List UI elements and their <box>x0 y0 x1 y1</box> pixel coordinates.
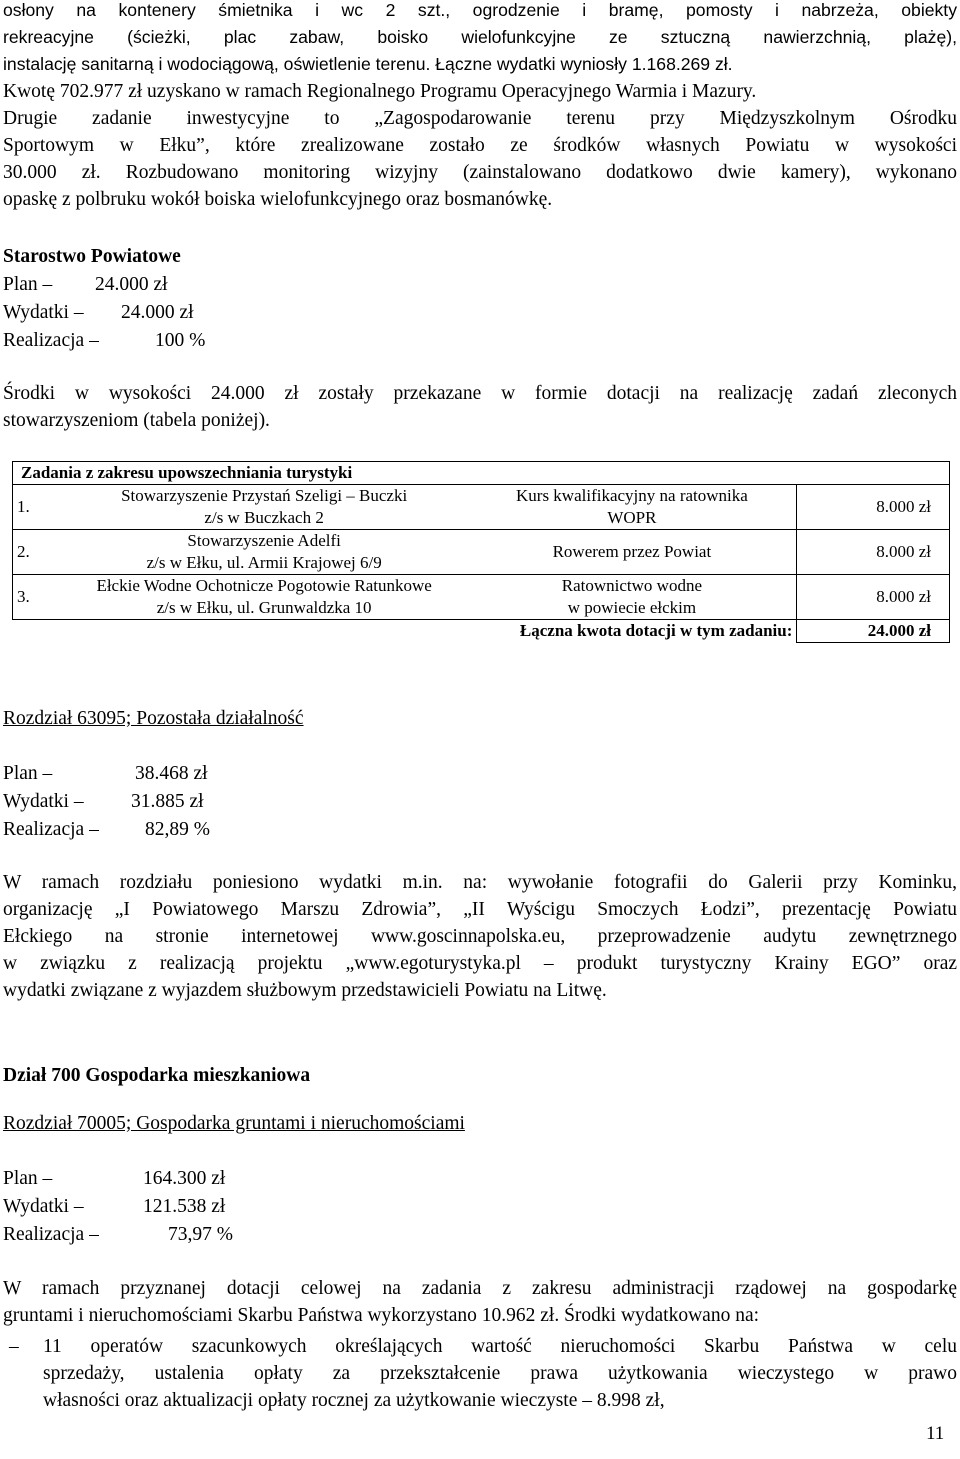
row-number: 2. <box>13 530 61 575</box>
row-amount: 8.000 zł <box>797 530 950 575</box>
note-line: stowarzyszeniom (tabela poniżej). <box>3 410 270 431</box>
description-line: W ramach rozdziału poniesiono wydatki m.in. na: wywołanie fotografii do Galerii przy Kominku, <box>3 872 957 893</box>
table-row <box>13 530 950 575</box>
row-task <box>467 485 796 530</box>
plan-value: 164.300 zł <box>143 1168 226 1189</box>
intro-line: instalację sanitarną i wodociągową, oświetlenie terenu. Łączne wydatki wyniosły 1.168.269 zł. <box>3 54 733 74</box>
plan-label: Plan – <box>3 274 53 295</box>
blank-cell <box>13 620 61 643</box>
section-subheading: Rozdział 70005; Gospodarka gruntami i nieruchomościami <box>3 1113 465 1134</box>
org-name: Stowarzyszenie Przystań Szeligi – Buczki <box>121 486 408 505</box>
description-line: Ełckiego na stronie internetowej www.goscinnapolska.eu, przeprowadzenie audytu zewnętrznego <box>3 926 957 947</box>
description-line: organizację „I Powiatowego Marszu Zdrowia”, „II Wyścigu Smoczych Łodzi”, prezentację Powiatu <box>3 899 957 920</box>
realizacja-row <box>3 816 210 844</box>
description-line: w związku z realizacją projektu „www.egoturystyka.pl – produkt turystyczny Krainy EGO” oraz <box>3 953 957 974</box>
realizacja-value: 73,97 % <box>168 1224 233 1245</box>
table-row <box>13 575 950 620</box>
wydatki-value: 31.885 zł <box>131 791 204 812</box>
intro-line: Sportowym w Ełku”, które zrealizowane zostało ze środków własnych Powiatu w wysokości <box>3 135 957 156</box>
row-task <box>467 575 796 620</box>
dotation-table <box>12 461 950 643</box>
bullet-line: własności oraz aktualizacji opłaty rocznej za użytkowanie wieczyste – 8.998 zł, <box>43 1390 665 1411</box>
task-line: w powiecie ełckim <box>567 598 697 617</box>
rozdzial-63095-heading-block <box>3 705 304 733</box>
bullet-line: 11 operatów szacunkowych określających wartość nieruchomości Skarbu Państwa w celu <box>43 1336 957 1357</box>
wydatki-value: 121.538 zł <box>143 1196 226 1217</box>
rozdzial-63095-values <box>3 760 210 844</box>
section-heading: Starostwo Powiatowe <box>3 246 181 267</box>
rozdzial-63095-description <box>3 869 957 1004</box>
row-organization <box>61 575 468 620</box>
intro-line: rekreacyjne (ścieżki, plac zabaw, boisko wielofunkcyjne ze sztuczną nawierzchnią, plażę), <box>3 27 957 47</box>
row-amount: 8.000 zł <box>797 485 950 530</box>
plan-label: Plan – <box>3 1168 53 1189</box>
row-task: Rowerem przez Powiat <box>467 530 796 575</box>
realizacja-row <box>3 327 205 355</box>
org-name: Ełckie Wodne Ochotnicze Pogotowie Ratunkowe <box>96 576 432 595</box>
org-address: z/s w Ełku, ul. Armii Krajowej 6/9 <box>146 553 382 572</box>
rozdzial-70005-heading-block <box>3 1110 465 1138</box>
bullet-list <box>3 1333 957 1414</box>
starostwo-note <box>3 380 957 434</box>
description-line: W ramach przyznanej dotacji celowej na zadania z zakresu administracji rządowej na gospodarkę <box>3 1278 957 1299</box>
dzial-700-values <box>3 1165 233 1249</box>
row-organization <box>61 485 468 530</box>
table-title: Zadania z zakresu upowszechniania turystyki <box>13 462 950 485</box>
wydatki-row <box>3 299 205 327</box>
page-number: 11 <box>926 1423 945 1444</box>
total-value: 24.000 zł <box>797 620 950 643</box>
intro-line: osłony na kontenery śmietnika i wc 2 szt., ogrodzenie i bramę, pomosty i nabrzeża, obiekty <box>3 0 957 20</box>
task-line: Kurs kwalifikacyjny na ratownika <box>516 486 748 505</box>
wydatki-label: Wydatki – <box>3 791 84 812</box>
bullet-line: sprzedaży, ustalenia opłaty za przekształcenie prawa użytkowania wieczystego w prawo <box>43 1363 957 1384</box>
dzial-700-description <box>3 1275 957 1329</box>
plan-value: 38.468 zł <box>135 763 208 784</box>
table-total-row <box>13 620 950 643</box>
wydatki-row <box>3 1193 233 1221</box>
plan-value: 24.000 zł <box>95 274 168 295</box>
realizacja-value: 100 % <box>155 330 206 351</box>
task-line: Ratownictwo wodne <box>561 576 703 595</box>
realizacja-label: Realizacja – <box>3 330 99 351</box>
dash-bullet: – <box>9 1336 19 1357</box>
description-line: wydatki związane z wyjazdem służbowym przedstawicieli Powiatu na Litwę. <box>3 980 607 1001</box>
intro-paragraph <box>3 0 957 213</box>
task-line: WOPR <box>607 508 657 527</box>
total-label: Łączna kwota dotacji w tym zadaniu: <box>519 621 793 641</box>
intro-line: Drugie zadanie inwestycyjne to „Zagospodarowanie terenu przy Międzyszkolnym Ośrodku <box>3 108 957 129</box>
plan-row <box>3 271 205 299</box>
starostwo-section <box>3 243 205 355</box>
intro-line: Kwotę 702.977 zł uzyskano w ramach Regionalnego Programu Operacyjnego Warmia i Mazury. <box>3 81 757 102</box>
plan-label: Plan – <box>3 763 53 784</box>
note-line: Środki w wysokości 24.000 zł zostały przekazane w formie dotacji na realizację zadań zleconych <box>3 383 957 404</box>
row-organization <box>61 530 468 575</box>
section-heading: Dział 700 Gospodarka mieszkaniowa <box>3 1065 311 1086</box>
row-number: 3. <box>13 575 61 620</box>
section-heading: Rozdział 63095; Pozostała działalność <box>3 708 304 729</box>
dzial-700-heading-block <box>3 1062 310 1090</box>
wydatki-row <box>3 788 210 816</box>
realizacja-label: Realizacja – <box>3 819 99 840</box>
wydatki-label: Wydatki – <box>3 302 84 323</box>
intro-line: 30.000 zł. Rozbudowano monitoring wizyjny (zainstalowano dodatkowo dwie kamery), wykonano <box>3 162 957 183</box>
org-name: Stowarzyszenie Adelfi <box>187 531 341 550</box>
org-address: z/s w Buczkach 2 <box>204 508 324 527</box>
realizacja-row <box>3 1221 233 1249</box>
intro-line: opaskę z polbruku wokół boiska wielofunkcyjnego oraz bosmanówkę. <box>3 189 553 210</box>
description-line: gruntami i nieruchomościami Skarbu Państwa wykorzystano 10.962 zł. Środki wydatkowano na: <box>3 1305 760 1326</box>
wydatki-value: 24.000 zł <box>121 302 194 323</box>
row-number: 1. <box>13 485 61 530</box>
plan-row <box>3 760 210 788</box>
org-address: z/s w Ełku, ul. Grunwaldzka 10 <box>156 598 372 617</box>
wydatki-label: Wydatki – <box>3 1196 84 1217</box>
plan-row <box>3 1165 233 1193</box>
realizacja-label: Realizacja – <box>3 1224 99 1245</box>
table-row <box>13 485 950 530</box>
row-amount: 8.000 zł <box>797 575 950 620</box>
realizacja-value: 82,89 % <box>145 819 210 840</box>
